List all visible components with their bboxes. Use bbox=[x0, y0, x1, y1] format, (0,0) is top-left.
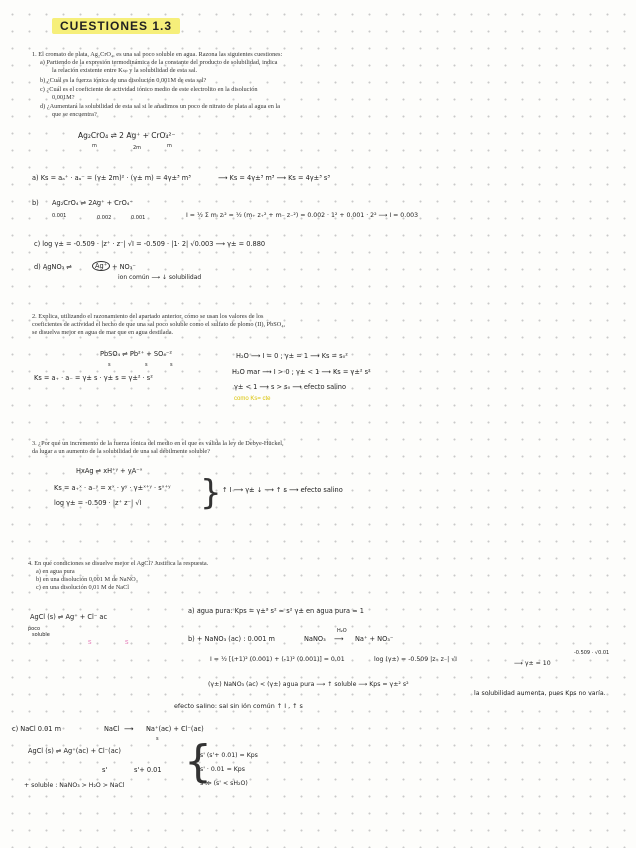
q1-eq-m1: m bbox=[92, 143, 97, 149]
q4-b: b) en una disolución 0,001 M de NaNO₃ bbox=[36, 576, 138, 583]
q4-answer-b-result: ⟶ γ± = 10 bbox=[514, 660, 551, 667]
q4-s1: s bbox=[88, 639, 92, 646]
q4-answer-b-exponent: -0.509 · √0.01 bbox=[574, 650, 610, 656]
q4-efecto-salino: efecto salino: sal sin ión común ↑ I , ↑ s bbox=[174, 702, 303, 710]
common-ion-circle: Ag⁺ bbox=[92, 261, 110, 271]
q4-final-ranking: + soluble : NaNO₃ > H₂O > NaCl bbox=[24, 782, 125, 789]
q2-s3: s bbox=[170, 362, 173, 368]
q4-answer-b-ionic-strength: I = ½ [(+1)² (0.001) + (-1)² (0.001)] = 0.01 bbox=[210, 656, 345, 663]
q4-s2: s bbox=[125, 639, 129, 646]
q1-answer-b-ionic-strength: I = ½ Σ mᵢ zᵢ² = ½ (m₊ z₊² + m₋ z₋²) = 0.002 · 1² + 0.001 · 2² ⟶ I = 0.003 bbox=[186, 212, 419, 219]
q1-d-2: que se encuentra? bbox=[52, 111, 97, 118]
q1-answer-d-ion bbox=[92, 262, 110, 270]
q1-a: a) Partiendo de la expresión termodinámica de la constante del producto de solubilidad, indica bbox=[40, 59, 278, 66]
q3-log: log γ± = -0.509 · |z⁺ z⁻| √I bbox=[54, 499, 142, 507]
q1-answer-b-eq: Ag₂CrO₄ ⇌ 2Ag⁺ + CrO₄⁻ bbox=[52, 199, 133, 207]
q1-answer-b-v2: 0.002 bbox=[97, 215, 112, 221]
q1-answer-d-rest: + NO₃⁻ bbox=[112, 263, 136, 271]
q4-system-3: s ≫ (s' < sH₂O) bbox=[200, 780, 248, 787]
q4-answer-c-arrow: ⟶ bbox=[124, 725, 134, 733]
q1-answer-c: c) log γ± = -0.509 · |z⁺ · z⁻| √I = -0.509 · |1· 2| √0.003 ⟶ γ± = 0.880 bbox=[34, 240, 266, 248]
q4-poco: poco bbox=[28, 626, 41, 632]
q2-reason-3: γ± < 1 ⟶ s > s₀ ⟶ efecto salino bbox=[234, 383, 346, 391]
q2-equation: PbSO₄ ⇌ Pb²⁺ + SO₄⁻² bbox=[100, 350, 173, 358]
q1-c-2: 0,001M? bbox=[52, 94, 75, 101]
q3-brace: } bbox=[200, 473, 222, 513]
q4-answer-b-log: log (γ±) = -0.509 |z₊ z₋| √I bbox=[374, 656, 458, 663]
q4-answer-b-comparison: (γ±) NaNO₃ (ac) < (γ±) agua pura ⟶ ↑ soluble ⟶ Kps = γ±² s² bbox=[208, 681, 409, 688]
q3-result: ↑ I ⟶ γ± ↓ ⟶ ↑ s ⟶ efecto salino bbox=[222, 486, 343, 494]
q4-system-2: s' · 0.01 = Kps bbox=[200, 766, 245, 773]
q1-c: c) ¿Cuál es el coeficiente de actividad iónico medio de este electrolito en la disolución bbox=[40, 86, 258, 93]
q1-answer-d: d) AgNO₃ ⇌ bbox=[34, 263, 72, 271]
q3-equation: HxAg ⇌ xH⁺ʸ + yA⁻ˣ bbox=[76, 467, 143, 475]
q1-answer-a: a) Ks = aₐ⁺ · aₐ⁻ = (γ± 2m)² · (γ± m) = 4γ±³ m³ bbox=[32, 174, 191, 182]
q1-answer-b-v3: 0.001 bbox=[131, 215, 146, 221]
q4-agcl-s1: s' bbox=[102, 766, 108, 774]
q4-soluble: soluble bbox=[32, 632, 50, 638]
q1-answer-b-label: b) bbox=[32, 199, 39, 207]
q1-d: d) ¿Aumentará la solubilidad de esta sal si le añadimos un poco de nitrato de plata al agua en la bbox=[40, 103, 281, 110]
q1-b: b) ¿Cuál es la fuerza iónica de una disolución 0,001M de esta sal? bbox=[40, 77, 207, 84]
q4-answer-c-nacl: NaCl bbox=[104, 725, 120, 733]
q2-prompt-1: 2. Explica, utilizando el razonamiento del apartado anterior, cómo se usan los valores de los bbox=[32, 313, 264, 320]
q4-answer-a: a) agua pura: Kps = γ±² s² ≈ s² γ± en agua pura ≈ 1 bbox=[188, 607, 364, 615]
q4-answer-c-s: s bbox=[156, 736, 159, 742]
q4-system-brace: { bbox=[184, 736, 212, 787]
q4-answer-b-ions: Na⁺ + NO₃⁻ bbox=[355, 635, 394, 643]
q4-answer-b-arrow-label: H₂O bbox=[337, 628, 347, 634]
q4-answer-b-nano3: NaNO₃ bbox=[304, 635, 326, 643]
q2-prompt-3: se disuelva mejor en agua de mar que en agua destilada. bbox=[32, 329, 174, 336]
q4-prompt: 4. En qué condiciones se disuelve mejor el AgCl? Justifica la respuesta. bbox=[28, 560, 209, 567]
q1-eq-m2: m bbox=[167, 143, 172, 149]
q1-answer-b-v1: 0.001 bbox=[52, 213, 67, 219]
q4-c: c) en una disolución 0,01 M de NaCl bbox=[36, 584, 130, 591]
q4-answer-c: c) NaCl 0.01 m bbox=[12, 725, 61, 733]
q1-equation: Ag₂CrO₄ ⇌ 2 Ag⁺ + CrO₄²⁻ bbox=[78, 131, 176, 140]
q3-prompt-2: da lugar a un aumento de la solubilidad de una sal débilmente soluble? bbox=[32, 448, 211, 455]
q4-a: a) en agua pura bbox=[36, 568, 75, 575]
q4-answer-b-arrow: ⟶ bbox=[334, 635, 344, 643]
q4-answer-b-tail: la solubilidad aumenta, pues Kps no varía. bbox=[474, 690, 606, 697]
q3-ks: Ks = a₊ˣ · a₋ʸ = xˣ · yʸ · γ±ˣ⁺ʸ · sˣ⁺ʸ bbox=[54, 484, 171, 492]
q4-system-1: s' (s'+ 0.01) = Kps bbox=[200, 752, 258, 759]
q1-prompt: 1. El cromato de plata, Ag₂CrO₄, es una sal poco soluble en agua. Razona las siguientes cuestiones: bbox=[32, 51, 283, 58]
q2-ks: Ks = a₊ · a₋ = γ± s · γ± s = γ±² · s² bbox=[34, 374, 153, 382]
q4-equation: AgCl (s) ⇌ Ag⁺ + Cl⁻ ac bbox=[30, 613, 108, 621]
q1-answer-d-note: ion común ⟶ ↓ solubilidad bbox=[118, 274, 202, 281]
q2-s2: s bbox=[145, 362, 148, 368]
q2-reason-1: H₂O ⟶ I = 0 ; γ± = 1 ⟶ Ks = s₀² bbox=[236, 352, 348, 360]
page-title: CUESTIONES 1.3 bbox=[52, 18, 180, 34]
q1-a-2: la relación existente entre Kₛₚ y la solubilidad de esta sal. bbox=[52, 67, 198, 74]
q2-reason-2: H₂O mar ⟶ I > 0 ; γ± < 1 ⟶ Ks = γ±² s² bbox=[232, 368, 371, 376]
q4-answer-c-ions: Na⁺(ac) + Cl⁻(ac) bbox=[146, 725, 204, 733]
q4-agcl-s2: s'+ 0.01 bbox=[134, 766, 162, 774]
q2-prompt-2: coeficientes de actividad el hecho de que una sal poco soluble como el sulfato de plomo (II), PbSO₄, bbox=[32, 321, 286, 328]
q3-prompt-1: 3. ¿Por qué un incremento de la fuerza iónica del medio en el que es válida la ley de Debye-Hückel, bbox=[32, 440, 284, 447]
q2-yellow-note: como Ks= cte bbox=[234, 396, 271, 402]
q1-eq-2m: 2m bbox=[133, 145, 142, 151]
q4-answer-b: b) + NaNO₃ (ac) : 0.001 m bbox=[188, 635, 275, 643]
q2-s1: s bbox=[108, 362, 111, 368]
q4-agcl-equation: AgCl (s) ⇌ Ag⁺(ac) + Cl⁻(ac) bbox=[28, 747, 121, 755]
q1-answer-a-result: ⟶ Ks = 4γ±³ m³ ⟶ Ks = 4γ±³ s³ bbox=[218, 174, 331, 182]
